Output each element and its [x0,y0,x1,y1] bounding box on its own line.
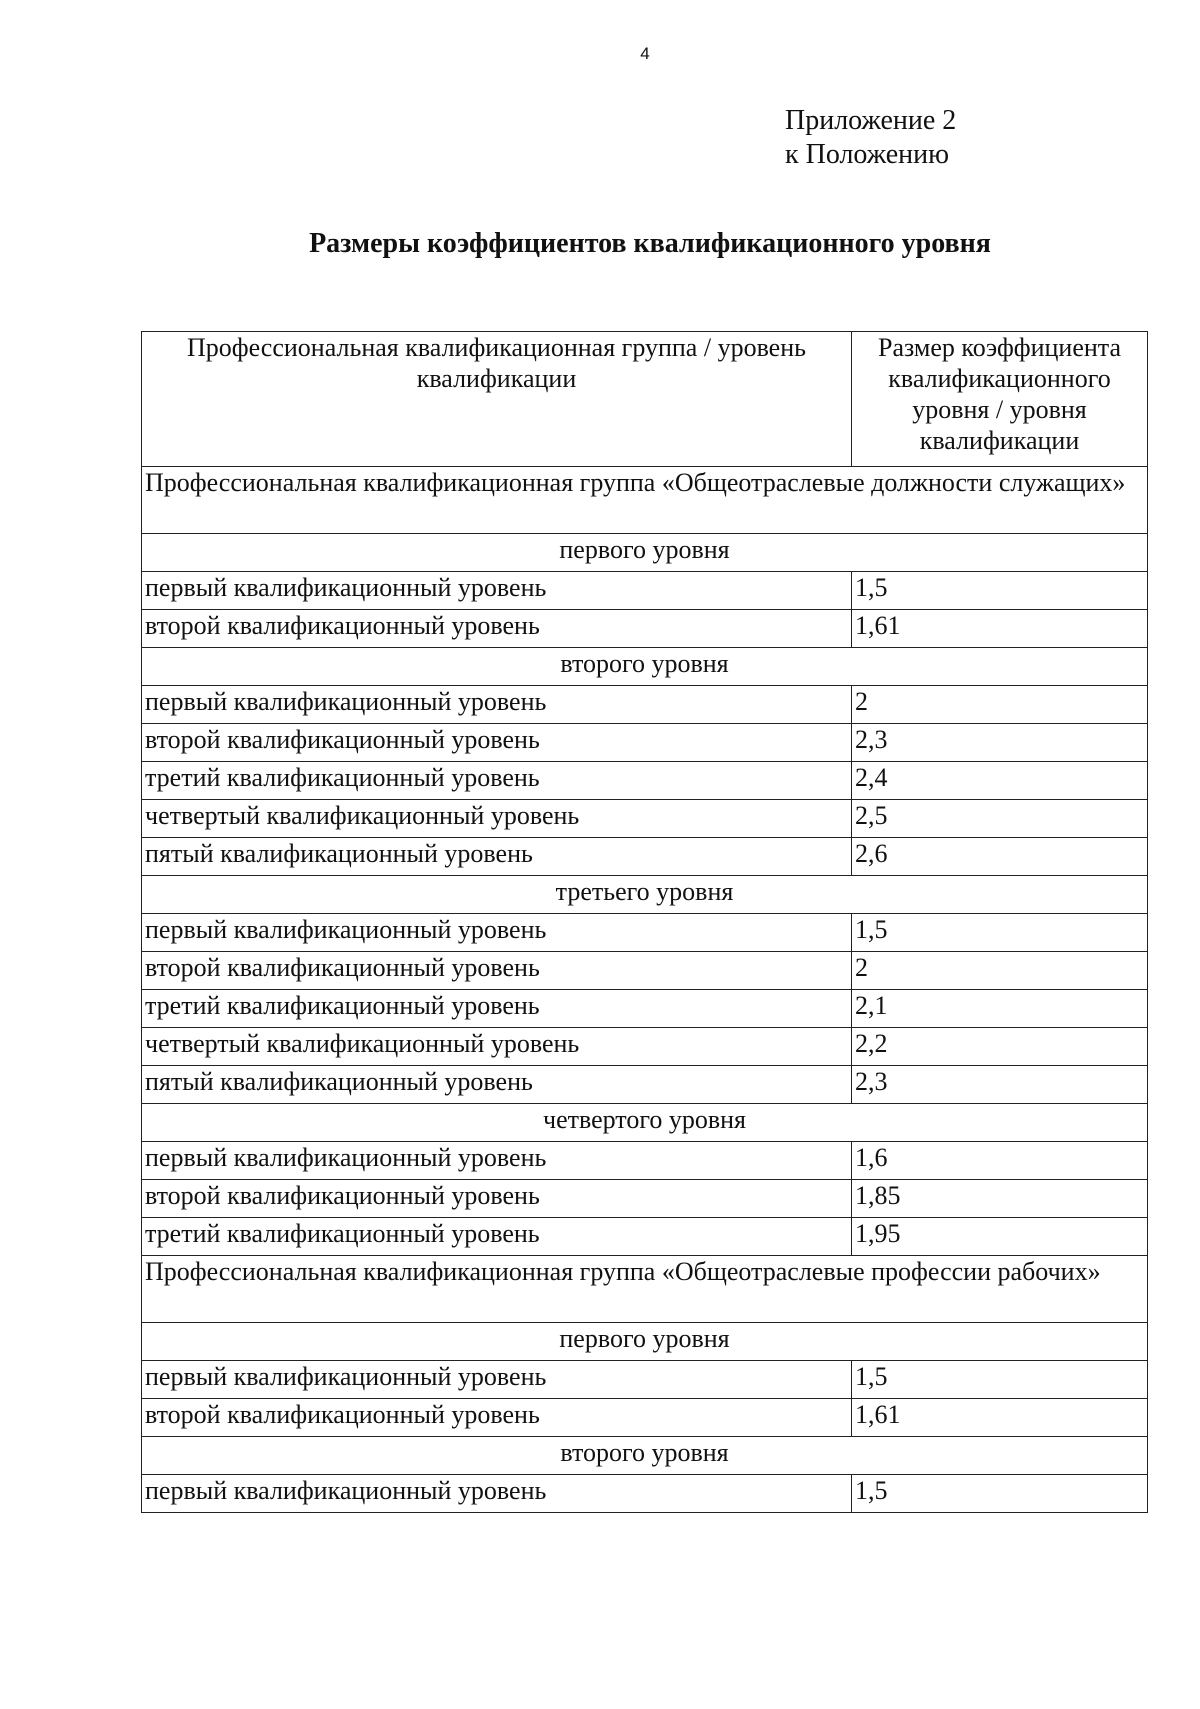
coefficient-value-cell: 1,6 [852,1142,1148,1180]
subgroup-title: первого уровня [142,534,1148,572]
group-row [142,467,1148,534]
subgroup-row [142,876,1148,914]
group-title: Профессиональная квалификационная группа «Общеотраслевые профессии рабочих» [142,1256,1148,1323]
coefficient-value-cell: 2 [852,686,1148,724]
table-row [142,1028,1148,1066]
qualification-level-cell: первый квалификационный уровень [142,914,852,952]
coefficient-value-cell: 2,1 [852,990,1148,1028]
table-row [142,1066,1148,1104]
coefficient-value-cell: 1,5 [852,914,1148,952]
appendix-line: Приложение 2 [785,105,957,136]
subgroup-title: четвертого уровня [142,1104,1148,1142]
table-row [142,610,1148,648]
table-header-row [142,332,1148,467]
group-row [142,1256,1148,1323]
coefficient-value-cell: 2,6 [852,838,1148,876]
coefficient-value-cell: 1,5 [852,1361,1148,1399]
table-row [142,762,1148,800]
subgroup-title: третьего уровня [142,876,1148,914]
qualification-level-cell: первый квалификационный уровень [142,1361,852,1399]
coefficient-value-cell: 1,5 [852,572,1148,610]
subgroup-title: первого уровня [142,1323,1148,1361]
table-row [142,1475,1148,1513]
page-number: 4 [640,44,650,63]
coefficient-table [141,331,1148,1513]
table-row [142,990,1148,1028]
table-row [142,914,1148,952]
qualification-level-cell: третий квалификационный уровень [142,990,852,1028]
table-row [142,800,1148,838]
qualification-level-cell: первый квалификационный уровень [142,1475,852,1513]
subgroup-row [142,534,1148,572]
header-coefficient: Размер коэффициента квалификационного уровня / уровня квалификации [852,332,1148,467]
table-row [142,838,1148,876]
coefficient-value-cell: 1,61 [852,1399,1148,1437]
subgroup-row [142,1437,1148,1475]
qualification-level-cell: второй квалификационный уровень [142,1180,852,1218]
qualification-level-cell: пятый квалификационный уровень [142,838,852,876]
subgroup-row [142,1104,1148,1142]
table-row [142,724,1148,762]
table-row [142,1142,1148,1180]
qualification-level-cell: первый квалификационный уровень [142,572,852,610]
subgroup-title: второго уровня [142,648,1148,686]
coefficient-value-cell: 1,61 [852,610,1148,648]
document-title: Размеры коэффициентов квалификационного уровня [309,228,991,259]
qualification-level-cell: второй квалификационный уровень [142,1399,852,1437]
appendix-reference [785,104,956,172]
qualification-level-cell: второй квалификационный уровень [142,610,852,648]
qualification-level-cell: четвертый квалификационный уровень [142,1028,852,1066]
coefficient-value-cell: 1,95 [852,1218,1148,1256]
coefficient-value-cell: 2 [852,952,1148,990]
table-row [142,572,1148,610]
qualification-level-cell: первый квалификационный уровень [142,686,852,724]
table-row [142,1218,1148,1256]
qualification-level-cell: второй квалификационный уровень [142,724,852,762]
qualification-level-cell: четвертый квалификационный уровень [142,800,852,838]
qualification-level-cell: третий квалификационный уровень [142,762,852,800]
qualification-level-cell: первый квалификационный уровень [142,1142,852,1180]
table-row [142,686,1148,724]
table-row [142,952,1148,990]
table-body [142,467,1148,1513]
qualification-level-cell: пятый квалификационный уровень [142,1066,852,1104]
group-title: Профессиональная квалификационная группа «Общеотраслевые должности служащих» [142,467,1148,534]
coefficient-value-cell: 2,3 [852,724,1148,762]
coefficient-value-cell: 2,2 [852,1028,1148,1066]
subgroup-row [142,648,1148,686]
qualification-level-cell: второй квалификационный уровень [142,952,852,990]
table-row [142,1180,1148,1218]
header-group-level: Профессиональная квалификационная группа / уровень квалификации [142,332,852,467]
coefficient-value-cell: 1,85 [852,1180,1148,1218]
coefficient-value-cell: 2,4 [852,762,1148,800]
coefficient-value-cell: 2,3 [852,1066,1148,1104]
subgroup-row [142,1323,1148,1361]
table-row [142,1399,1148,1437]
table-row [142,1361,1148,1399]
subgroup-title: второго уровня [142,1437,1148,1475]
appendix-line: к Положению [785,139,950,170]
coefficient-value-cell: 1,5 [852,1475,1148,1513]
qualification-level-cell: третий квалификационный уровень [142,1218,852,1256]
coefficient-value-cell: 2,5 [852,800,1148,838]
